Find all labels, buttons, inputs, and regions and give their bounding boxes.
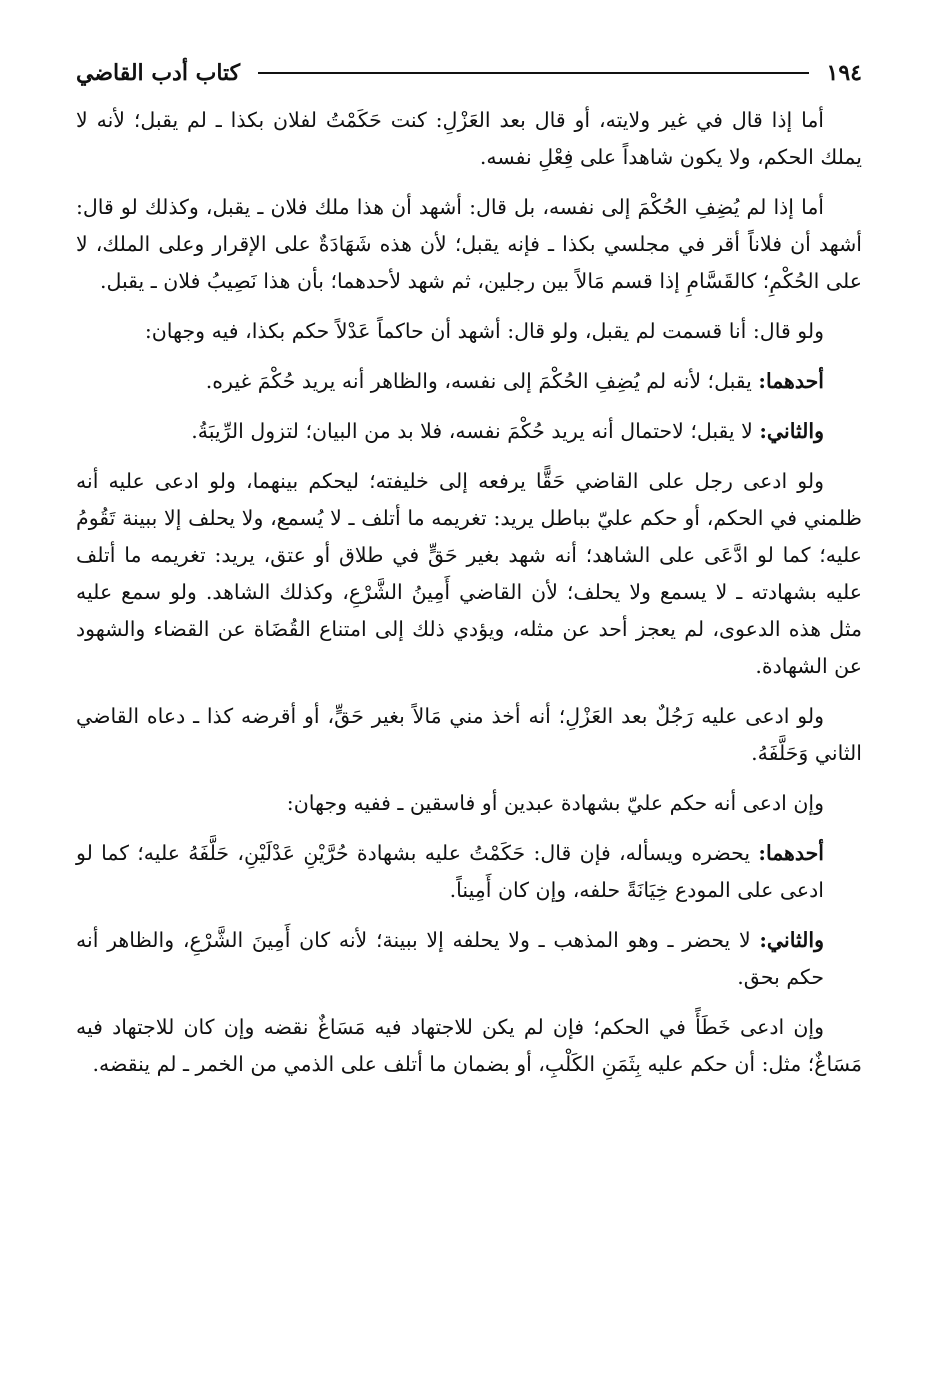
header-rule [258, 72, 808, 74]
paragraph [76, 785, 862, 822]
paragraph-text: أما إذا لم يُضِفِ الحُكْمَ إلى نفسه، بل قال: أشهد أن هذا ملك فلان ـ يقبل، وكذلك لو قال: أشهد أن فلاناً أقر في مجلسي بكذا ـ فإنه يقبل؛ لأن هذه شَهَادَةٌ على الإقرار وعلى الملك، لا على الحُكْمِ؛ كالقَسَّامِ إذا قسم مَالاً بين رجلين، ثم شهد لأحدهما؛ بأن هذا نَصِيبُ فلان ـ يقبل. [76, 195, 862, 293]
paragraph [76, 363, 862, 400]
paragraph-text: لا يحضر ـ وهو المذهب ـ ولا يحلفه إلا ببينة؛ لأنه كان أَمِينَ الشَّرْعِ، والظاهر أنه حكم بحق. [76, 928, 824, 989]
paragraph-text: أما إذا قال في غير ولايته، أو قال بعد العَزْلِ: كنت حَكَمْتُ لفلان بكذا ـ لم يقبل؛ لأنه لا يملك الحكم، ولا يكون شاهداً على فِعْلِ نفسه. [76, 108, 862, 169]
paragraph-lead: أحدهما: [758, 841, 824, 865]
paragraph-text: لا يقبل؛ لاحتمال أنه يريد حُكْمَ نفسه، فلا بد من البيان؛ لتزول الرِّيبَةُ. [191, 419, 760, 443]
book-title: كتاب أدب القاضي [76, 60, 241, 86]
paragraph [76, 313, 862, 350]
page-body [76, 102, 862, 1083]
paragraph-text: ولو ادعى عليه رَجُلٌ بعد العَزْلِ؛ أنه أخذ مني مَالاً بغير حَقٍّ، أو أقرضه كذا ـ دعاه القاضي الثاني وَحَلَّفَهُ. [76, 704, 862, 765]
paragraph [76, 835, 862, 909]
paragraph-lead: والثاني: [759, 928, 824, 952]
paragraph-text: يقبل؛ لأنه لم يُضِفِ الحُكْمَ إلى نفسه، والظاهر أنه يريد حُكْمَ غيره. [205, 369, 759, 393]
paragraph [76, 1009, 862, 1083]
paragraph-lead: والثاني: [759, 419, 824, 443]
paragraph [76, 463, 862, 685]
paragraph [76, 413, 862, 450]
paragraph [76, 102, 862, 176]
paragraph-text: يحضره ويسأله، فإن قال: حَكَمْتُ عليه بشهادة حُرَّيْنِ عَدْلَيْنِ، حَلَّفَهُ عليه؛ كما لو ادعى على المودع خِيَانَةً حلفه، وإن كان أَمِيناً. [76, 841, 824, 902]
paragraph-text: ولو قال: أنا قسمت لم يقبل، ولو قال: أشهد أن حاكماً عَدْلاً حكم بكذا، فيه وجهان: [144, 319, 824, 343]
paragraph-text: وإن ادعى خَطَأً في الحكم؛ فإن لم يكن للاجتهاد فيه مَسَاغٌ نقضه وإن كان للاجتهاد فيه مَسَاغٌ؛ مثل: أن حكم عليه بِثَمَنِ الكَلْبِ، أو بضمان ما أتلف على الذمي من الخمر ـ لم ينقضه. [76, 1015, 862, 1076]
paragraph [76, 698, 862, 772]
paragraph [76, 189, 862, 300]
page-header [76, 52, 862, 94]
paragraph-text: ولو ادعى رجل على القاضي حَقًّا يرفعه إلى خليفته؛ ليحكم بينهما، ولو ادعى عليه أنه ظلمني في الحكم، أو حكم عليّ بباطل يريد: تغريمه ما أتلف ـ لا يُسمع، ولا يحلف إلا ببينة تَقُومُ عليه؛ كما لو ادَّعَى على الشاهد؛ أنه شهد بغير حَقٍّ في طلاق أو عتق، يريد: تغريمه ما أتلف عليه بشهادته ـ لا يسمع ولا يحلف؛ لأن القاضي أَمِينُ الشَّرْعِ، وكذلك الشاهد. ولو سمع عليه مثل هذه الدعوى، لم يعجز أحد عن مثله، ويؤدي ذلك إلى امتناع القُضَاة عن القضاء والشهود عن الشهادة. [76, 469, 862, 678]
paragraph [76, 922, 862, 996]
paragraph-lead: أحدهما: [758, 369, 824, 393]
page-number: ١٩٤ [826, 60, 862, 86]
paragraph-text: وإن ادعى أنه حكم عليّ بشهادة عبدين أو فاسقين ـ ففيه وجهان: [286, 791, 824, 815]
